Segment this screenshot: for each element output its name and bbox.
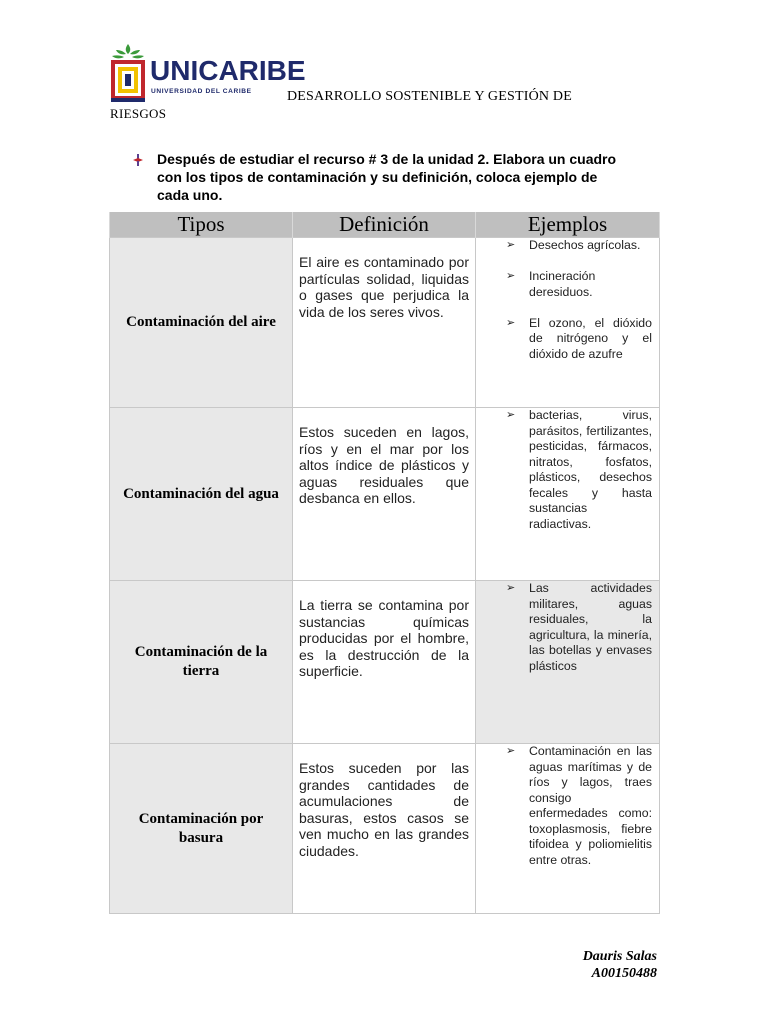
table-row	[110, 238, 660, 408]
author-id: A00150488	[591, 966, 657, 981]
example-text: Incineración deresiduos.	[529, 269, 596, 299]
contamination-table	[109, 212, 660, 914]
ejemplos-cell	[476, 744, 660, 914]
arrowhead-icon: ➢	[506, 270, 516, 282]
header-definicion: Definición	[293, 212, 476, 238]
instruction-text: Después de estudiar el recurso # 3 de la unidad 2. Elabora un cuadro con los tipos de contaminación y su definición, coloca ejemplo de cada uno.	[157, 151, 617, 203]
example-text: Las actividades militares, aguas residuales, la agricultura, la minería, las botellas y envases plásticos	[529, 581, 652, 673]
course-title-continued: RIESGOS	[110, 106, 167, 121]
table-row	[110, 744, 660, 914]
ejemplos-cell	[476, 408, 660, 581]
header-tipos: Tipos	[110, 212, 293, 238]
arrowhead-icon: ➢	[506, 316, 516, 329]
tipo-cell: Contaminación de la tierra	[110, 581, 293, 744]
list-item	[476, 744, 652, 868]
tipo-cell: Contaminación del agua	[110, 408, 293, 581]
tipo-cell: Contaminación por basura	[110, 744, 293, 914]
list-item	[476, 269, 652, 300]
arrowhead-icon: ➢	[506, 582, 516, 594]
logo-emblem-icon	[108, 42, 148, 104]
author-signature	[583, 948, 657, 982]
definicion-cell: El aire es contaminado por partículas solidad, liquidas o gases que perjudica la vida de los seres vivos.	[293, 238, 476, 408]
definicion-cell: Estos suceden en lagos, ríos y en el mar por los altos índice de plásticos y aguas residuales que desbanca en ellos.	[293, 408, 476, 581]
author-name: Dauris Salas	[582, 949, 657, 964]
example-text: Desechos agrícolas.	[529, 238, 641, 252]
list-item	[476, 238, 652, 254]
list-item	[476, 581, 652, 674]
example-text: bacterias, virus, parásitos, fertilizantes, pesticidas, fármacos, nitratos, fosfatos, plásticos, desechos fecales y hasta sustancias radiactivas.	[529, 408, 652, 531]
table-row	[110, 581, 660, 744]
example-text: Contaminación en las aguas marítimas y de ríos y lagos, traes consigo enfermedades como: toxoplasmosis, fiebre tifoidea y poliomielitis entre otras.	[529, 744, 652, 867]
example-text: El ozono, el dióxido de nitrógeno y el dióxido de azufre	[529, 315, 652, 361]
definicion-cell: Estos suceden por las grandes cantidades de acumulaciones de basuras, estos casos se ven mucho en las grandes ciudades.	[293, 744, 476, 914]
logo-wordmark: UNICARIBE	[150, 55, 306, 86]
table-row	[110, 408, 660, 581]
table-header-row	[110, 212, 660, 238]
arrowhead-icon: ➢	[506, 409, 516, 421]
diamond-bullet-icon	[132, 154, 144, 166]
ejemplos-cell	[476, 581, 660, 744]
header-ejemplos: Ejemplos	[476, 212, 660, 238]
course-title: DESARROLLO SOSTENIBLE Y GESTIÓN DE	[287, 89, 572, 104]
arrowhead-icon: ➢	[506, 745, 516, 757]
list-item	[476, 408, 652, 532]
unicaribe-logo	[108, 42, 306, 104]
logo-subtitle: UNIVERSIDAD DEL CARIBE	[151, 88, 252, 95]
list-item	[476, 316, 652, 363]
tipo-cell: Contaminación del aire	[110, 238, 293, 408]
ejemplos-cell	[476, 238, 660, 408]
definicion-cell: La tierra se contamina por sustancias químicas producidas por el hombre, es la destrucción de la superficie.	[293, 581, 476, 744]
arrowhead-icon: ➢	[506, 239, 516, 251]
